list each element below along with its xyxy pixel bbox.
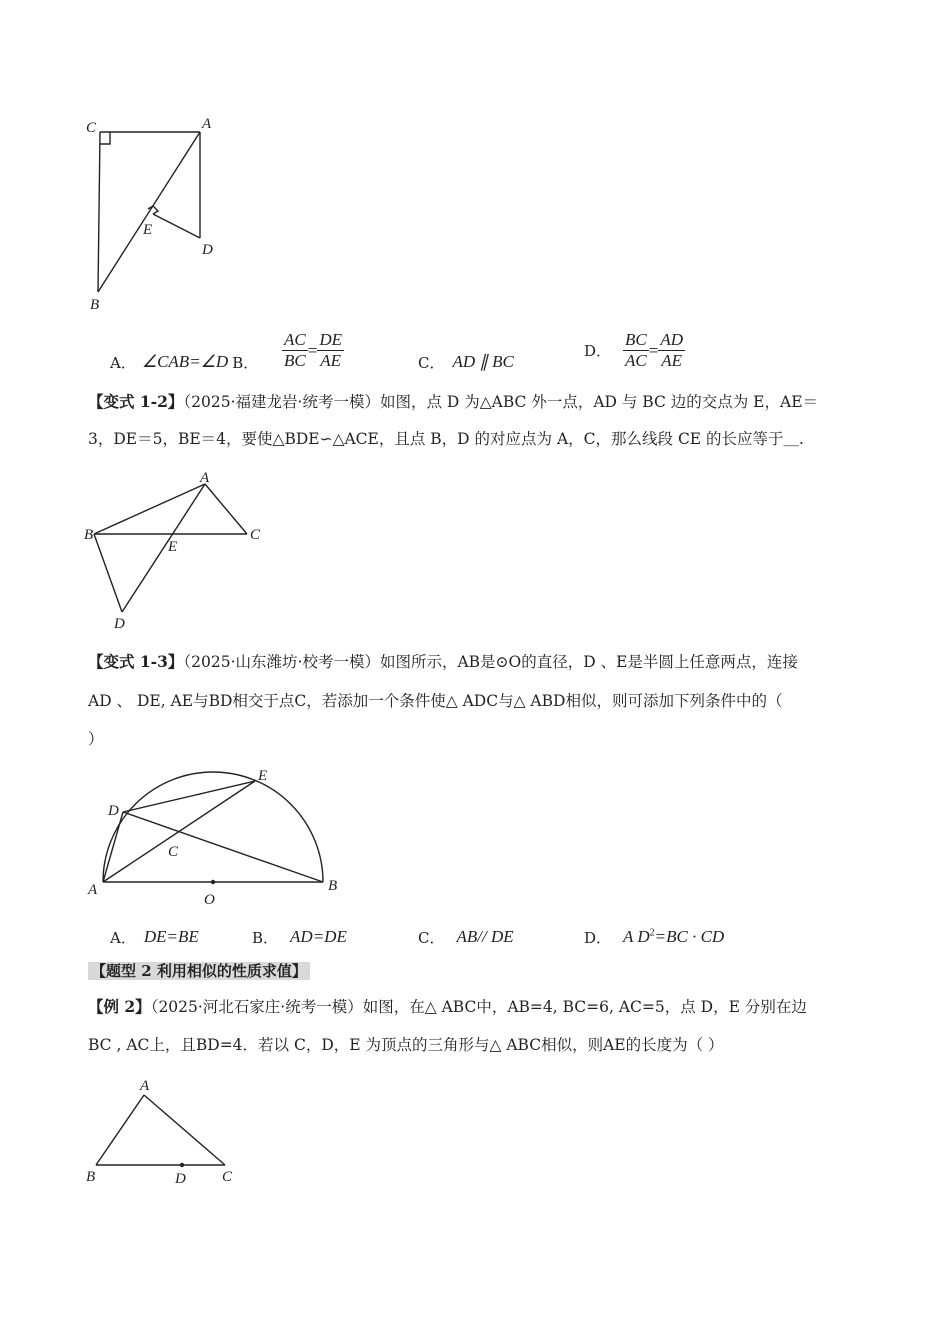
fig2-label-a: A [200, 470, 210, 486]
fig4-label-d: D [175, 1171, 186, 1187]
fig4-label-c: C [222, 1169, 233, 1185]
question-variant-1-3-line1: 【变式 1-3】（2025·山东潍坊·校考一模）如图所示，AB是⊙O的直径，D 、E是半圆上任意两点，连接 [88, 652, 798, 671]
example-2-line1: 【例 2】（2025·河北石家庄·统考一模）如图，在△ ABC中，AB=4, BC=6, AC=5，点 D，E 分别在边 [88, 997, 807, 1016]
fig3-label-a: A [88, 882, 98, 898]
option-b-2[interactable]: B． AD=DE [252, 927, 347, 947]
example-2-line2: BC , AC上，且BD=4．若以 C，D，E 为顶点的三角形与△ ABC相似，则AE的长度为（ ） [88, 1036, 724, 1054]
question-variant-1-2-line2: 3，DE＝5，BE＝4，要使△BDE∽△ACE，且点 B，D 的对应点为 A，C，那么线段 CE 的长应等于＿. [88, 430, 804, 448]
fig1-label-e: E [143, 222, 153, 238]
fig1-label-b: B [90, 297, 100, 313]
fig3-label-b: B [328, 878, 338, 894]
question-variant-1-3-line3: ） [88, 730, 104, 748]
option-c-2[interactable]: C． AB// DE [418, 927, 514, 947]
fig3-label-c: C [168, 844, 179, 860]
section-heading: 【题型 2 利用相似的性质求值】 [88, 961, 310, 981]
fig2-label-e: E [168, 539, 178, 555]
figure-bowtie-triangles [80, 470, 270, 635]
fig1-label-d: D [202, 242, 213, 258]
fig2-label-d: D [114, 616, 125, 632]
figure-right-triangle [80, 110, 230, 315]
option-b-fraction[interactable]: $\frac{AC}{BC}$ = $\frac{DE}{AE}$ [284, 330, 342, 370]
question-variant-1-2-line1: 【变式 1-2】（2025·福建龙岩·统考一模）如图，点 D 为△ABC 外一点，AD 与 BC 边的交点为 E，AE＝ [88, 392, 819, 411]
fig4-label-b: B [86, 1169, 96, 1185]
fig4-label-a: A [140, 1078, 150, 1094]
fig3-label-o: O [204, 892, 215, 908]
figure-semicircle [80, 760, 360, 910]
option-c[interactable]: C． AD ∥ BC [418, 352, 514, 372]
option-d-2[interactable]: D． A $D^2=BC$ · CD [584, 927, 725, 947]
option-a[interactable]: A． ∠CAB=∠D B． [110, 352, 259, 372]
fig1-label-c: C [86, 120, 97, 136]
fig3-label-e: E [258, 768, 268, 784]
option-a-2[interactable]: A． DE=BE [110, 927, 199, 947]
fig1-label-a: A [202, 116, 212, 132]
fig2-label-c: C [250, 527, 261, 543]
fig2-label-b: B [84, 527, 94, 543]
option-d[interactable]: D． $\frac{BC}{AC}$ = $\frac{AD}{AE}$ [584, 330, 684, 370]
question-variant-1-3-line2: AD 、 DE, AE与BD相交于点C，若添加一个条件使△ ADC与△ ABD相似，则可添加下列条件中的（ [88, 692, 783, 710]
figure-triangle-abc [80, 1075, 250, 1190]
fig3-label-d: D [108, 803, 119, 819]
